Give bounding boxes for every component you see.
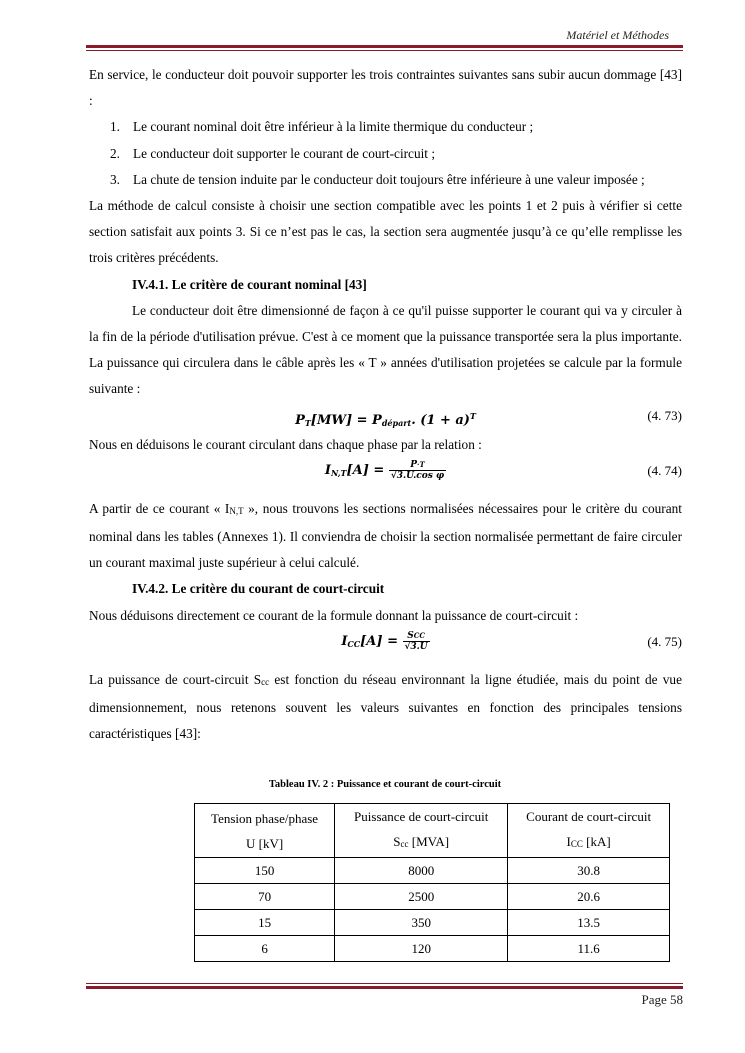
text-part: A partir de ce courant « I xyxy=(89,500,230,516)
header-line: Tension phase/phase xyxy=(211,810,319,826)
equation-number: (4. 75) xyxy=(647,633,682,649)
header-line: [kA] xyxy=(582,834,611,849)
table-row xyxy=(195,910,670,936)
header-line: Puissance de court-circuit xyxy=(354,809,489,824)
short-circuit-table xyxy=(194,803,670,962)
header-line: Courant de court-circuit xyxy=(526,809,652,824)
text-part: La puissance de court-circuit S xyxy=(89,671,262,687)
nominal-paragraph: Le conducteur doit être dimensionné de façon à ce qu'il puisse supporter le courant qui va y circuler à la fin de la période d'utilisation prévue. C'est à ce moment que la puissance transportée sera la plus importante. La puissance qui circulera dans le câble après les « T » années d'utilisation projetées se calcule par la formule suivante : xyxy=(89,302,682,397)
subscript: cc xyxy=(261,676,270,687)
list-number: 3. xyxy=(110,171,120,187)
column-header-voltage xyxy=(195,804,335,858)
method-paragraph: La méthode de calcul consiste à choisir une section compatible avec les points 1 et 2 puis à vérifier si cette section satisfait aux points 3. Si ce n’est pas le cas, la section sera augmentée jusqu’à ce qu’elle remplisse les trois critères précédents. xyxy=(89,198,682,266)
text-part: est fonction du réseau environnant la ligne étudiée, mais du point de vue dimensionnement, nous retenons souvent les valeurs suivantes en fonction des principales tensions caractéristiques [43]: xyxy=(89,671,682,742)
table-cell: 6 xyxy=(195,936,335,962)
table-cell: 2500 xyxy=(335,884,508,910)
short-circuit-paragraph: Nous déduisons directement ce courant de la formule donnant la puissance de court-circuit : xyxy=(89,607,579,623)
table-cell: 350 xyxy=(335,910,508,936)
page-body xyxy=(89,62,682,747)
list-item xyxy=(89,114,682,140)
table-cell: 11.6 xyxy=(508,936,670,962)
table-header-row xyxy=(195,804,670,858)
formula-power: $P_T[MW] = P_{départ}$. $(1 + a)^T$ xyxy=(295,410,476,428)
list-number: 1. xyxy=(110,119,120,135)
section-heading-short-circuit: IV.4.2. Le critère du courant de court-circuit xyxy=(132,581,385,597)
subscript: N,T xyxy=(229,505,244,516)
list-item xyxy=(89,167,682,193)
subscript: cc xyxy=(400,839,409,849)
subscript: CC xyxy=(570,839,583,849)
list-text: Le courant nominal doit être inférieur à la limite thermique du conducteur ; xyxy=(133,119,534,135)
equation-number: (4. 73) xyxy=(647,407,682,423)
list-text: La chute de tension induite par le conducteur doit toujours être inférieure à une valeur imposée ; xyxy=(133,171,645,187)
list-number: 2. xyxy=(110,145,120,161)
page-number: Page 58 xyxy=(641,992,683,1007)
header-rule-thick xyxy=(86,45,683,48)
table-cell: 150 xyxy=(195,858,335,884)
table-cell: 120 xyxy=(335,936,508,962)
table-row xyxy=(195,884,670,910)
header-line: [MVA] xyxy=(408,834,450,849)
relation-paragraph: Nous en déduisons le courant circulant dans chaque phase par la relation : xyxy=(89,436,482,452)
table-cell: 13.5 xyxy=(508,910,670,936)
sections-paragraph xyxy=(89,496,682,577)
formula-short-circuit: $I_{CC}[A]$ = $\frac{\text{SCC}}{√3.U}$ xyxy=(341,630,428,652)
column-header-current xyxy=(508,804,670,858)
table-cell: 70 xyxy=(195,884,335,910)
list-item xyxy=(89,141,682,167)
table-row xyxy=(195,936,670,962)
column-header-power xyxy=(335,804,508,858)
equation-4-75 xyxy=(89,629,682,667)
table-row xyxy=(195,858,670,884)
header-line: S xyxy=(393,834,401,849)
table-cell: 8000 xyxy=(335,858,508,884)
conditions-list xyxy=(89,114,682,193)
formula-current: $I_{N,T}[A]$ = $\frac{P\cdot T}{\text{√3.U.cos φ}}$ xyxy=(324,459,445,481)
section-heading-nominal: IV.4.1. Le critère de courant nominal [43] xyxy=(132,276,367,292)
table-cell: 15 xyxy=(195,910,335,936)
table-cell: 20.6 xyxy=(508,884,670,910)
header-line: I xyxy=(566,834,571,849)
equation-4-73 xyxy=(89,403,682,432)
footer-rule-thick xyxy=(86,986,683,989)
table-cell: 30.8 xyxy=(508,858,670,884)
header-line: U [kV] xyxy=(245,835,284,851)
equation-number: (4. 74) xyxy=(647,462,682,478)
running-header: Matériel et Méthodes xyxy=(566,28,669,42)
footer-rule-thin xyxy=(86,983,683,984)
table-caption: Tableau IV. 2 : Puissance et courant de court-circuit xyxy=(268,779,502,790)
header-rule-thin xyxy=(86,50,683,51)
list-text: Le conducteur doit supporter le courant de court-circuit ; xyxy=(133,145,436,161)
equation-4-74 xyxy=(89,458,682,496)
scc-paragraph xyxy=(89,667,682,748)
text-part: », nous trouvons les sections normalisées nécessaires pour le critère du courant nominal dans les tables (Annexes 1). Il conviendra de choisir la section normalisée permettant de faire circuler un courant maximal juste supérieur à celui calculé. xyxy=(89,500,682,571)
intro-paragraph: En service, le conducteur doit pouvoir supporter les trois contraintes suivantes sans subir aucun dommage [43] : xyxy=(89,67,682,109)
